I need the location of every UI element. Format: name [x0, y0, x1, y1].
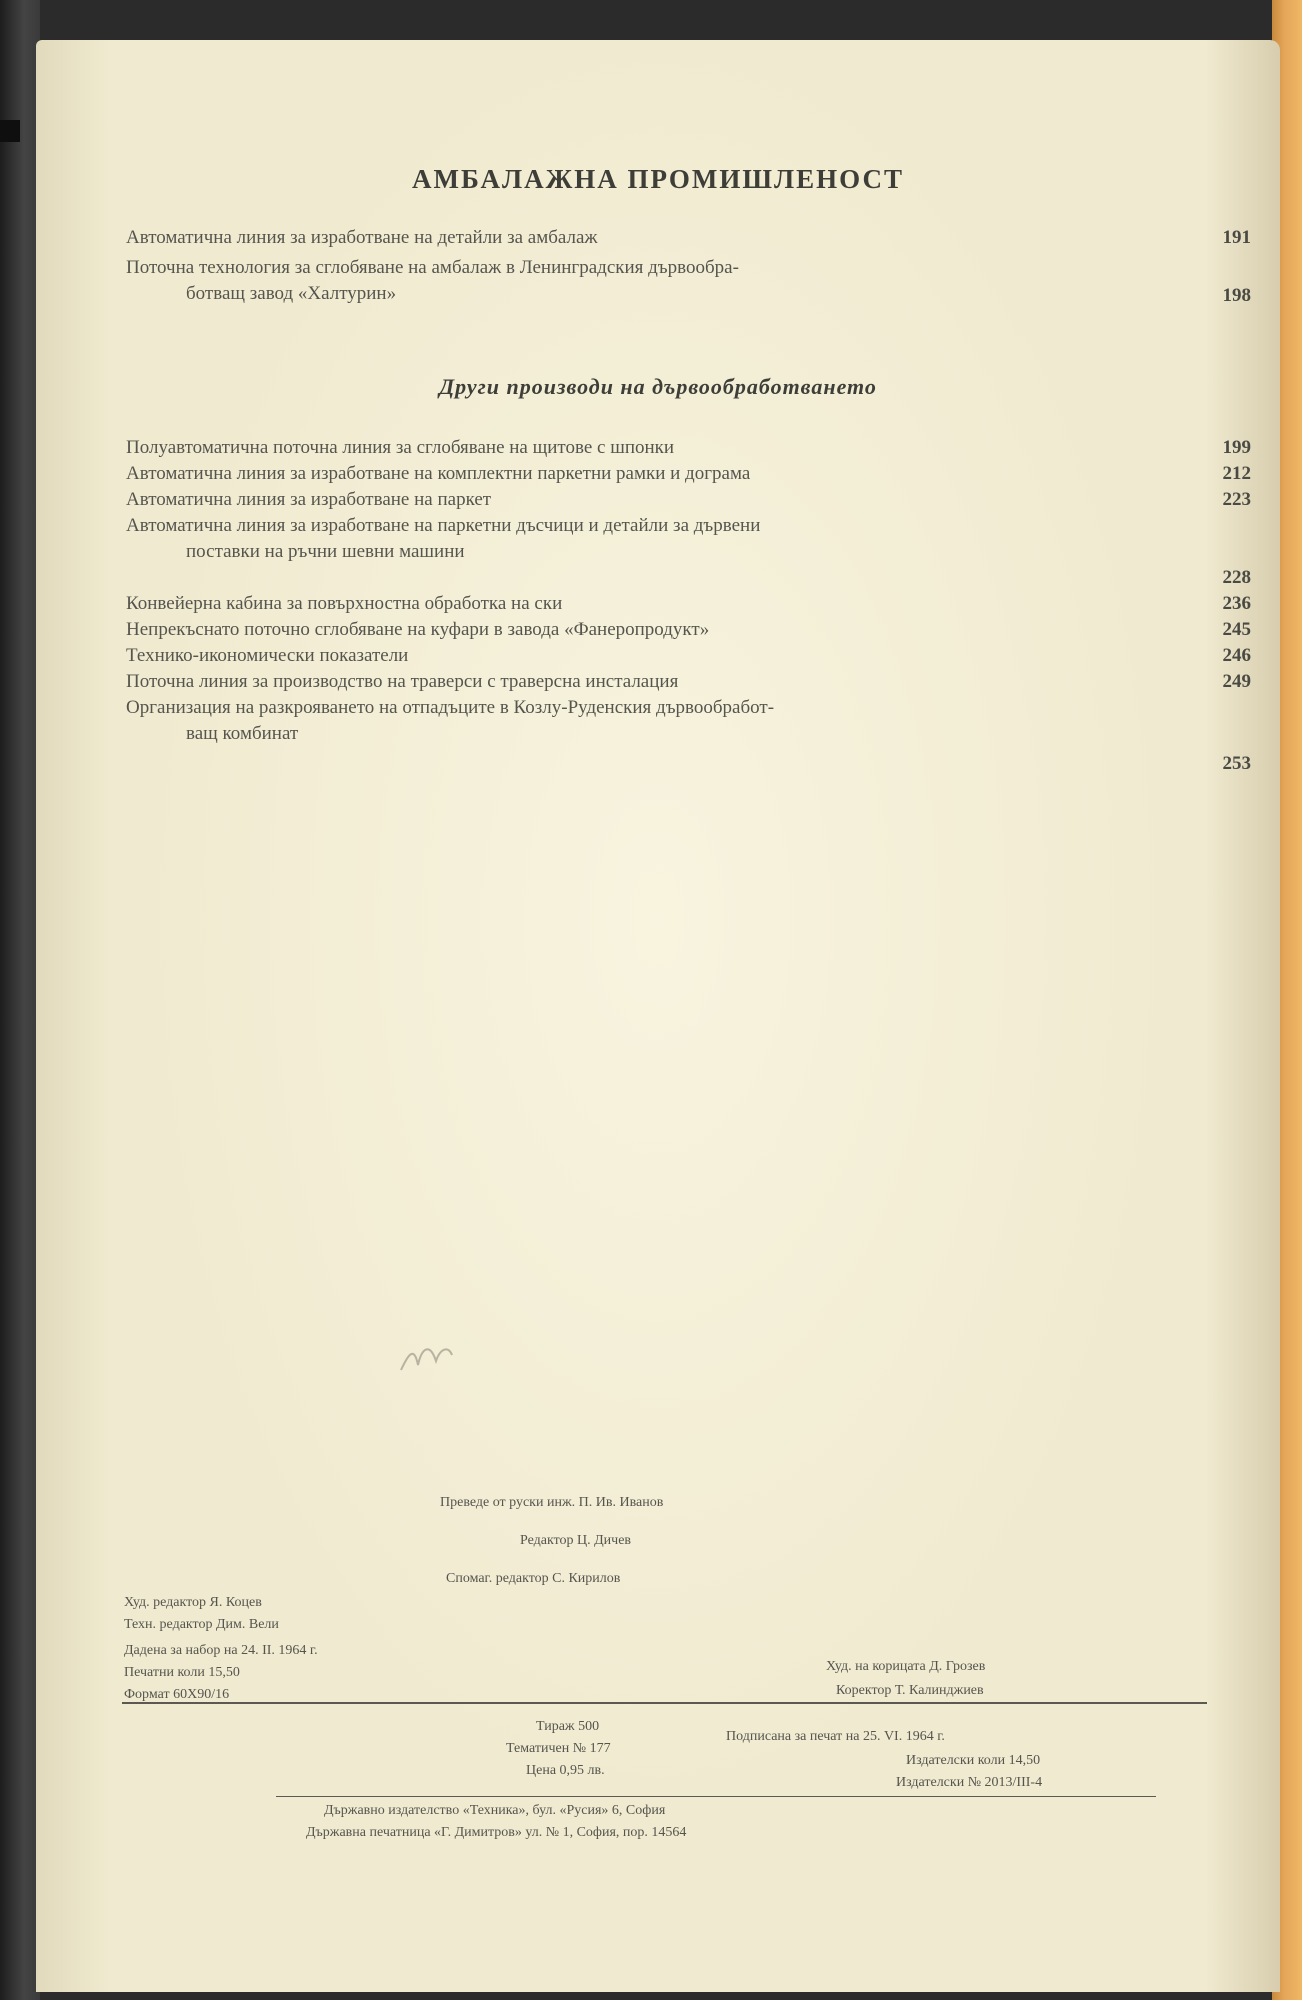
- imprint-rule-top: [122, 1702, 1207, 1704]
- toc-entry-continuation: ботващ завод «Халтурин»: [186, 283, 397, 304]
- imprint-printer: Държавна печатница «Г. Димитров» ул. № 1, София, пор. 14564: [306, 1825, 687, 1840]
- toc-entry: [126, 225, 1251, 251]
- toc-entry-page: 245: [1222, 619, 1251, 640]
- toc-entry-page: 228: [1222, 567, 1251, 588]
- toc-entry-title: Технико-икономически показатели: [126, 645, 409, 666]
- imprint-rule-bottom: [276, 1796, 1156, 1797]
- imprint-scientific-editor: Спомаг. редактор С. Кирилов: [446, 1571, 621, 1586]
- toc-entry-title: Конвейерна кабина за повърхностна обработка на ски: [126, 593, 563, 614]
- toc-entry-title: Автоматична линия за изработване на детайли за амбалаж: [126, 227, 598, 248]
- imprint-format: Формат 60Х90/16: [124, 1687, 230, 1702]
- toc-entry: [126, 435, 1251, 461]
- toc-entry-title: Автоматична линия за изработване на паркет: [126, 489, 492, 510]
- toc-entry-title: Непрекъснато поточно сглобяване на куфари в завода «Фанеропродукт»: [126, 619, 710, 640]
- toc-entry: [126, 513, 1251, 588]
- imprint-topic-no: Тематичен № 177: [506, 1741, 611, 1756]
- toc-entry-page: 199: [1222, 437, 1251, 458]
- toc-section-packaging: [126, 225, 1251, 307]
- imprint-signed: Подписана за печат на 25. VI. 1964 г.: [726, 1729, 945, 1744]
- imprint-cover-artist: Худ. на корицата Д. Грозев: [826, 1659, 986, 1674]
- imprint-price: Цена 0,95 лв.: [526, 1763, 605, 1778]
- imprint-circulation: Тираж 500: [536, 1719, 600, 1734]
- imprint-submitted: Дадена за набор на 24. II. 1964 г.: [124, 1643, 318, 1658]
- toc-entry-page: 246: [1222, 645, 1251, 666]
- toc-section-other: [126, 435, 1251, 774]
- toc-entry-page: 223: [1222, 489, 1251, 510]
- toc-entry: [126, 695, 1251, 774]
- book-cover-left: [0, 0, 40, 2000]
- imprint-print-sheets: Печатни коли 15,50: [124, 1665, 240, 1680]
- toc-entry-page: 212: [1222, 463, 1251, 484]
- imprint-publisher-no: Издателски № 2013/III-4: [896, 1775, 1043, 1790]
- toc-entry: [126, 591, 1251, 617]
- book-page: [36, 40, 1280, 1992]
- toc-entry: [126, 461, 1251, 487]
- imprint-editor: Редактор Ц. Дичев: [520, 1533, 632, 1548]
- toc-entry-page: 236: [1222, 593, 1251, 614]
- toc-entry: [126, 669, 1251, 695]
- imprint-publisher-sheets: Издателски коли 14,50: [906, 1753, 1041, 1768]
- toc-entry-title: Организация на разкрояването на отпадъците в Козлу-Руденския дървообработ-: [126, 697, 775, 718]
- toc-entry: [126, 617, 1251, 643]
- section-heading-packaging: АМБАЛАЖНА ПРОМИШЛЕНОСТ: [412, 164, 904, 194]
- imprint-publisher: Държавно издателство «Техника», бул. «Русия» 6, София: [324, 1803, 666, 1818]
- toc-entry-page: 198: [1222, 285, 1251, 306]
- toc-entry: [126, 643, 1251, 669]
- toc-entry-continuation: ващ комбинат: [186, 723, 299, 744]
- toc-entry-page: 249: [1222, 671, 1251, 692]
- imprint-proofreader: Коректор Т. Калинджиев: [836, 1683, 984, 1698]
- imprint-translator: Преведе от руски инж. П. Ив. Иванов: [440, 1495, 664, 1510]
- imprint-art-editor: Худ. редактор Я. Коцев: [124, 1595, 262, 1610]
- toc-entry-title: Поточна технология за сглобяване на амбалаж в Ленинградския дървообра-: [126, 257, 739, 278]
- toc-entry-title: Полуавтоматична поточна линия за сглобяване на щитове с шпонки: [126, 437, 675, 458]
- toc-entry-continuation: поставки на ръчни шевни машини: [186, 541, 465, 562]
- cover-corner: [0, 120, 20, 142]
- toc-entry-title: Автоматична линия за изработване на комплектни паркетни рамки и дограма: [126, 463, 751, 484]
- toc-entry: [126, 255, 1251, 307]
- pencil-mark: [396, 1335, 456, 1380]
- imprint-tech-editor: Техн. редактор Дим. Вели: [124, 1617, 279, 1632]
- toc-entry-page: 191: [1222, 227, 1251, 248]
- toc-entry-title: Поточна линия за производство на траверси с траверсна инсталация: [126, 671, 679, 692]
- toc-entry-title: Автоматична линия за изработване на паркетни дъсчици и детайли за дървени: [126, 515, 761, 536]
- toc-entry-page: 253: [1222, 753, 1251, 774]
- toc-entry: [126, 487, 1251, 513]
- section-heading-other-products: Други производи на дървообработването: [439, 374, 877, 399]
